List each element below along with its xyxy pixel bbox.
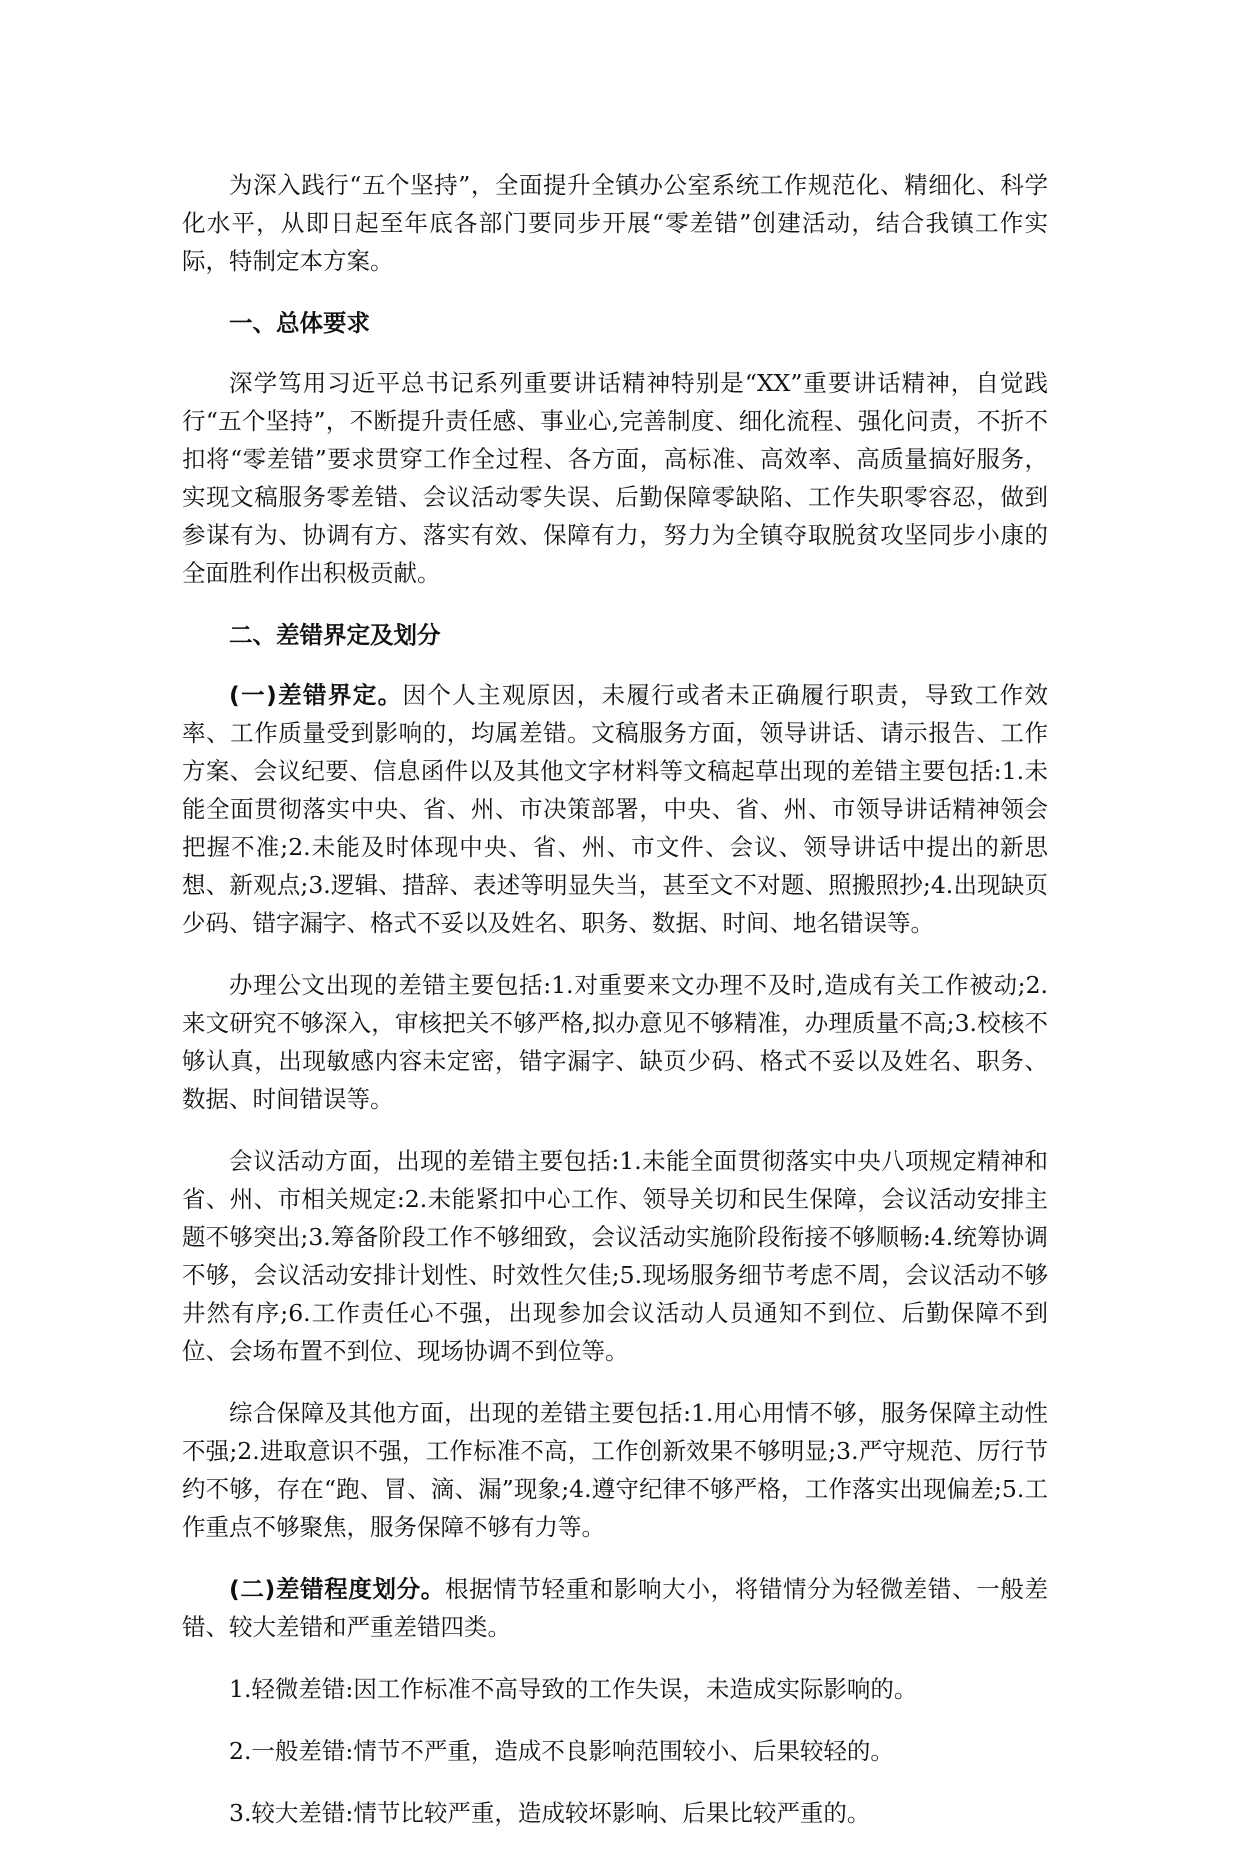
list-item: 2.一般差错:情节不严重，造成不良影响范围较小、后果较轻的。 xyxy=(229,1737,894,1765)
section-heading-2: 二、差错界定及划分 xyxy=(229,621,441,649)
document-handling-paragraph: 办理公文出现的差错主要包括:1.对重要来文办理不及时,造成有关工作被动;2.来文研究不够深入，审核把关不够严格,拟办意见不够精准，办理质量不高;3.校核不够认真，出现敏感内容未定密，错字漏字、缺页少码、格式不妥以及姓名、职务、数据、时间错误等。 xyxy=(182,971,1048,1113)
section-heading-1: 一、总体要求 xyxy=(229,309,370,337)
general-support-paragraph: 综合保障及其他方面，出现的差错主要包括:1.用心用情不够，服务保障主动性不强;2.进取意识不强，工作标准不高，工作创新效果不够明显;3.严守规范、厉行节约不够，存在“跑、冒、滴、漏”现象;4.遵守纪律不够严格，工作落实出现偏差;5.工作重点不够聚焦，服务保障不够有力等。 xyxy=(182,1399,1048,1541)
error-level-paragraph xyxy=(182,1570,1048,1646)
list-item: 3.较大差错:情节比较严重，造成较坏影响、后果比较严重的。 xyxy=(229,1799,871,1827)
paragraph-text: 根据情节轻重和影响大小，将错情分为轻微差错、一般差错、较大差错和严重差错四类。 xyxy=(182,1575,1049,1641)
subheading-error-level: (二)差错程度划分。 xyxy=(229,1575,445,1603)
meeting-activity-paragraph: 会议活动方面，出现的差错主要包括:1.未能全面贯彻落实中央八项规定精神和省、州、市相关规定:2.未能紧扣中心工作、领导关切和民生保障，会议活动安排主题不够突出;3.筹备阶段工作不够细致，会议活动实施阶段衔接不够顺畅:4.统筹协调不够，会议活动安排计划性、时效性欠佳;5.现场服务细节考虑不周，会议活动不够井然有序;6.工作责任心不强，出现参加会议活动人员通知不到位、后勤保障不到位、会场布置不到位、现场协调不到位等。 xyxy=(182,1147,1048,1365)
subheading-error-definition: (一)差错界定。 xyxy=(229,681,403,709)
section1-paragraph: 深学笃用习近平总书记系列重要讲话精神特别是“XX”重要讲话精神，自觉践行“五个坚持”，不断提升责任感、事业心,完善制度、细化流程、强化问责，不折不扣将“零差错”要求贯穿工作全过程、各方面，高标准、高效率、高质量搞好服务，实现文稿服务零差错、会议活动零失误、后勤保障零缺陷、工作失职零容忍，做到参谋有为、协调有方、落实有效、保障有力，努力为全镇夺取脱贫攻坚同步小康的全面胜利作出积极贡献。 xyxy=(182,369,1048,587)
intro-paragraph: 为深入践行“五个坚持”，全面提升全镇办公室系统工作规范化、精细化、科学化水平，从即日起至年底各部门要同步开展“零差错”创建活动，结合我镇工作实际，特制定本方案。 xyxy=(182,171,1048,275)
paragraph-text: 因个人主观原因，未履行或者未正确履行职责，导致工作效率、工作质量受到影响的，均属差错。文稿服务方面，领导讲话、请示报告、工作方案、会议纪要、信息函件以及其他文字材料等文稿起草出现的差错主要包括:1.未能全面贯彻落实中央、省、州、市决策部署，中央、省、州、市领导讲话精神领会把握不准;2.未能及时体现中央、省、州、市文件、会议、领导讲话中提出的新思想、新观点;3.逻辑、措辞、表述等明显失当，甚至文不对题、照搬照抄;4.出现缺页少码、错字漏字、格式不妥以及姓名、职务、数据、时间、地名错误等。 xyxy=(182,681,1048,937)
error-definition-paragraph xyxy=(182,676,1048,942)
document-page xyxy=(182,166,1048,1856)
list-item: 1.轻微差错:因工作标准不高导致的工作失误，未造成实际影响的。 xyxy=(229,1675,918,1703)
